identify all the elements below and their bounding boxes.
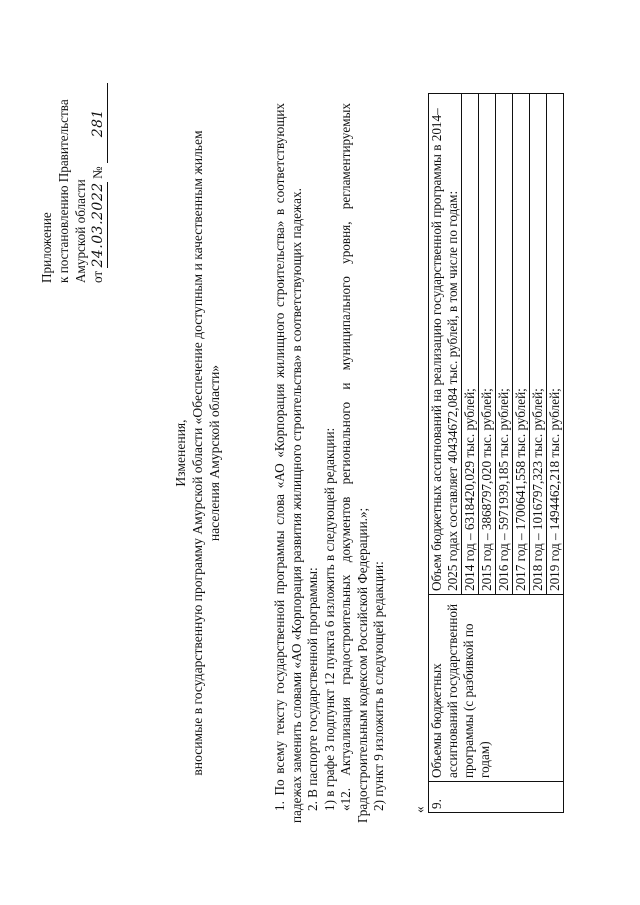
funding-intro: Объем бюджетных ассигнований на реализацию государственной программы в 2014–2025 годах составляет 40434672,084 тыс. рублей, в том числе по годам:	[429, 107, 460, 591]
document-body	[272, 103, 388, 823]
row-number-cell: 9.	[429, 781, 564, 812]
item-1: 1. По всему тексту государственной программы слова «АО «Корпорация жилищного строительства» в соответствующих падежах заменить словами «АО «Корпорация развития жилищного строительства» в соответствующих падежах.	[272, 102, 304, 823]
year-line: 2015 год – 3868797,020 тыс. рублей;	[478, 94, 495, 594]
year-line: 2019 год – 1494462,218 тыс. рублей;	[546, 94, 563, 594]
heading-line-3: населения Амурской области»	[207, 364, 222, 541]
approval-block	[38, 43, 108, 283]
heading-title: Изменения,	[173, 418, 188, 487]
opening-quote: «	[412, 805, 427, 813]
approval-line-1: Приложение	[39, 211, 54, 283]
table-row	[429, 93, 564, 812]
row-label-cell: Объемы бюджетных ассигнований государственной программы (с разбивкой по годам)	[429, 594, 564, 781]
year-line: 2014 год – 6318420,029 тыс. рублей;	[461, 94, 478, 594]
approval-date-line	[89, 43, 108, 283]
item-2: 2. В паспорте государственной программы:	[305, 566, 320, 811]
program-funding-table	[428, 93, 564, 813]
number-label: №	[90, 165, 105, 179]
heading-line-2: вносимые в государственную программу Амурской области «Обеспечение доступным и качественным жильем	[190, 129, 205, 776]
item-2-1-text: «12. Актуализация градостроительных документов регионального и муниципального уровня, регламентируемых Градостроительным кодексом Российской Федерации.»;	[338, 102, 370, 823]
row-value-cell	[429, 93, 564, 594]
year-line: 2016 год – 5971939,185 тыс. рублей;	[495, 94, 512, 594]
document-page	[20, 23, 620, 883]
approval-line-2: к постановлению Правительства	[56, 98, 71, 283]
year-line: 2018 год – 1016797,323 тыс. рублей;	[529, 94, 546, 594]
document-heading	[172, 23, 223, 883]
year-line: 2017 год – 1700641,558 тыс. рублей;	[512, 94, 529, 594]
item-2-2: 2) пункт 9 изложить в следующей редакции:	[371, 560, 386, 811]
handwritten-date: 24.03.2022	[90, 181, 106, 268]
handwritten-number: 281	[90, 83, 108, 163]
item-2-1: 1) в графе 3 подпункт 12 пункта 6 изложить в следующей редакции:	[321, 427, 337, 811]
date-prefix: от	[90, 270, 105, 283]
approval-line-3: Амурской области	[73, 178, 88, 283]
